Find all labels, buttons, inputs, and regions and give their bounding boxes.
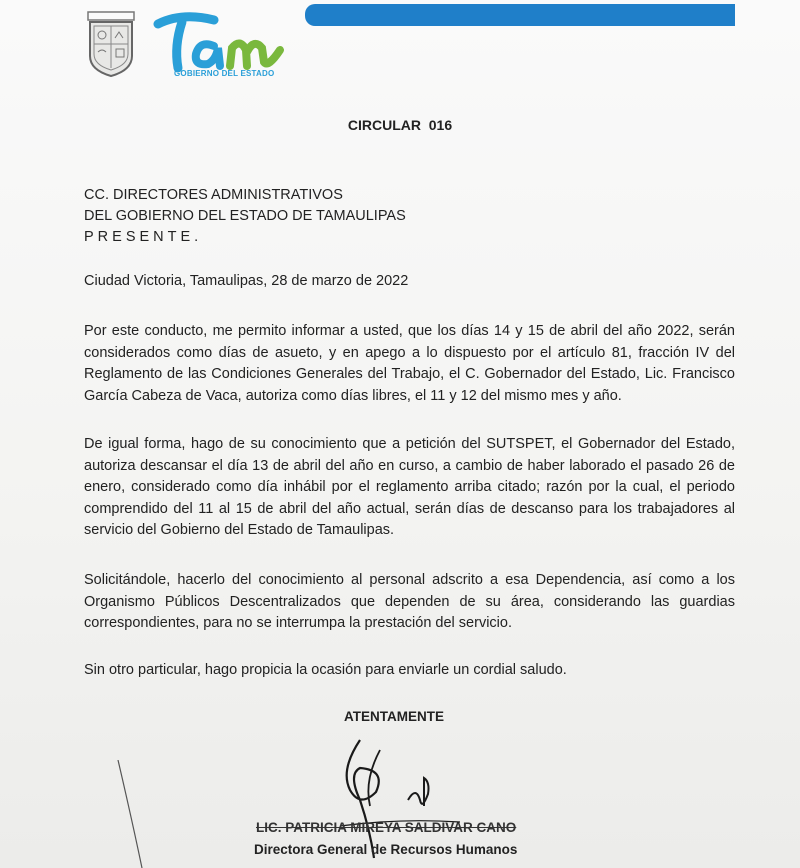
recipient-line: CC. DIRECTORES ADMINISTRATIVOS: [84, 187, 343, 203]
closing-text: ATENTAMENTE: [344, 709, 444, 724]
paper-fold-line: [112, 760, 152, 868]
recipient-line: PRESENTE.: [84, 229, 203, 245]
header-blue-bar: [305, 4, 735, 26]
circular-title: CIRCULAR 016: [347, 117, 453, 133]
logo-subtitle: GOBIERNO DEL ESTADO: [174, 69, 275, 78]
state-seal-icon: [82, 8, 140, 78]
date-line: Ciudad Victoria, Tamaulipas, 28 de marzo de 2022: [84, 273, 409, 289]
signature-icon: [320, 730, 520, 860]
recipient-line: DEL GOBIERNO DEL ESTADO DE TAMAULIPAS: [84, 208, 406, 224]
paragraph: De igual forma, hago de su conocimiento que a petición del SUTSPET, el Gobernador del Estado, autoriza descansar el día 13 de abril del año en curso, a cambio de haber laborado el pasado 26 de enero, considerado como día inhábil por el reglamento arriba citado; razón por la cual, el periodo comprendido del 11 al 15 de abril del año actual, serán días de descanso para los trabajadores al servicio del Gobierno del Estado de Tamaulipas.: [84, 436, 735, 538]
signer-name: LIC. PATRICIA MIREYA SALDIVAR CANO: [256, 820, 517, 835]
paragraph: Por este conducto, me permito informar a usted, que los días 14 y 15 de abril del año 2022, serán considerados como días de asueto, y en apego a lo dispuesto por el artículo 81, fracción IV del Reglamento de las Condiciones Generales del Trabajo, el C. Gobernador del Estado, Lic. Francisco García Cabeza de Vaca, autoriza como días libres, el 11 y 12 del mismo mes y año.: [84, 323, 735, 404]
paragraph: Solicitándole, hacerlo del conocimiento al personal adscrito a esa Dependencia, así como a los Organismo Públicos Descentralizados que dependen de su área, considerando las guardias correspondientes, para no se interrumpa la prestación del servicio.: [84, 572, 735, 631]
recipient-block: [84, 185, 406, 248]
paragraph: Sin otro particular, hago propicia la ocasión para enviarle un cordial saludo.: [84, 662, 567, 678]
signer-role: Directora General de Recursos Humanos: [254, 842, 518, 857]
